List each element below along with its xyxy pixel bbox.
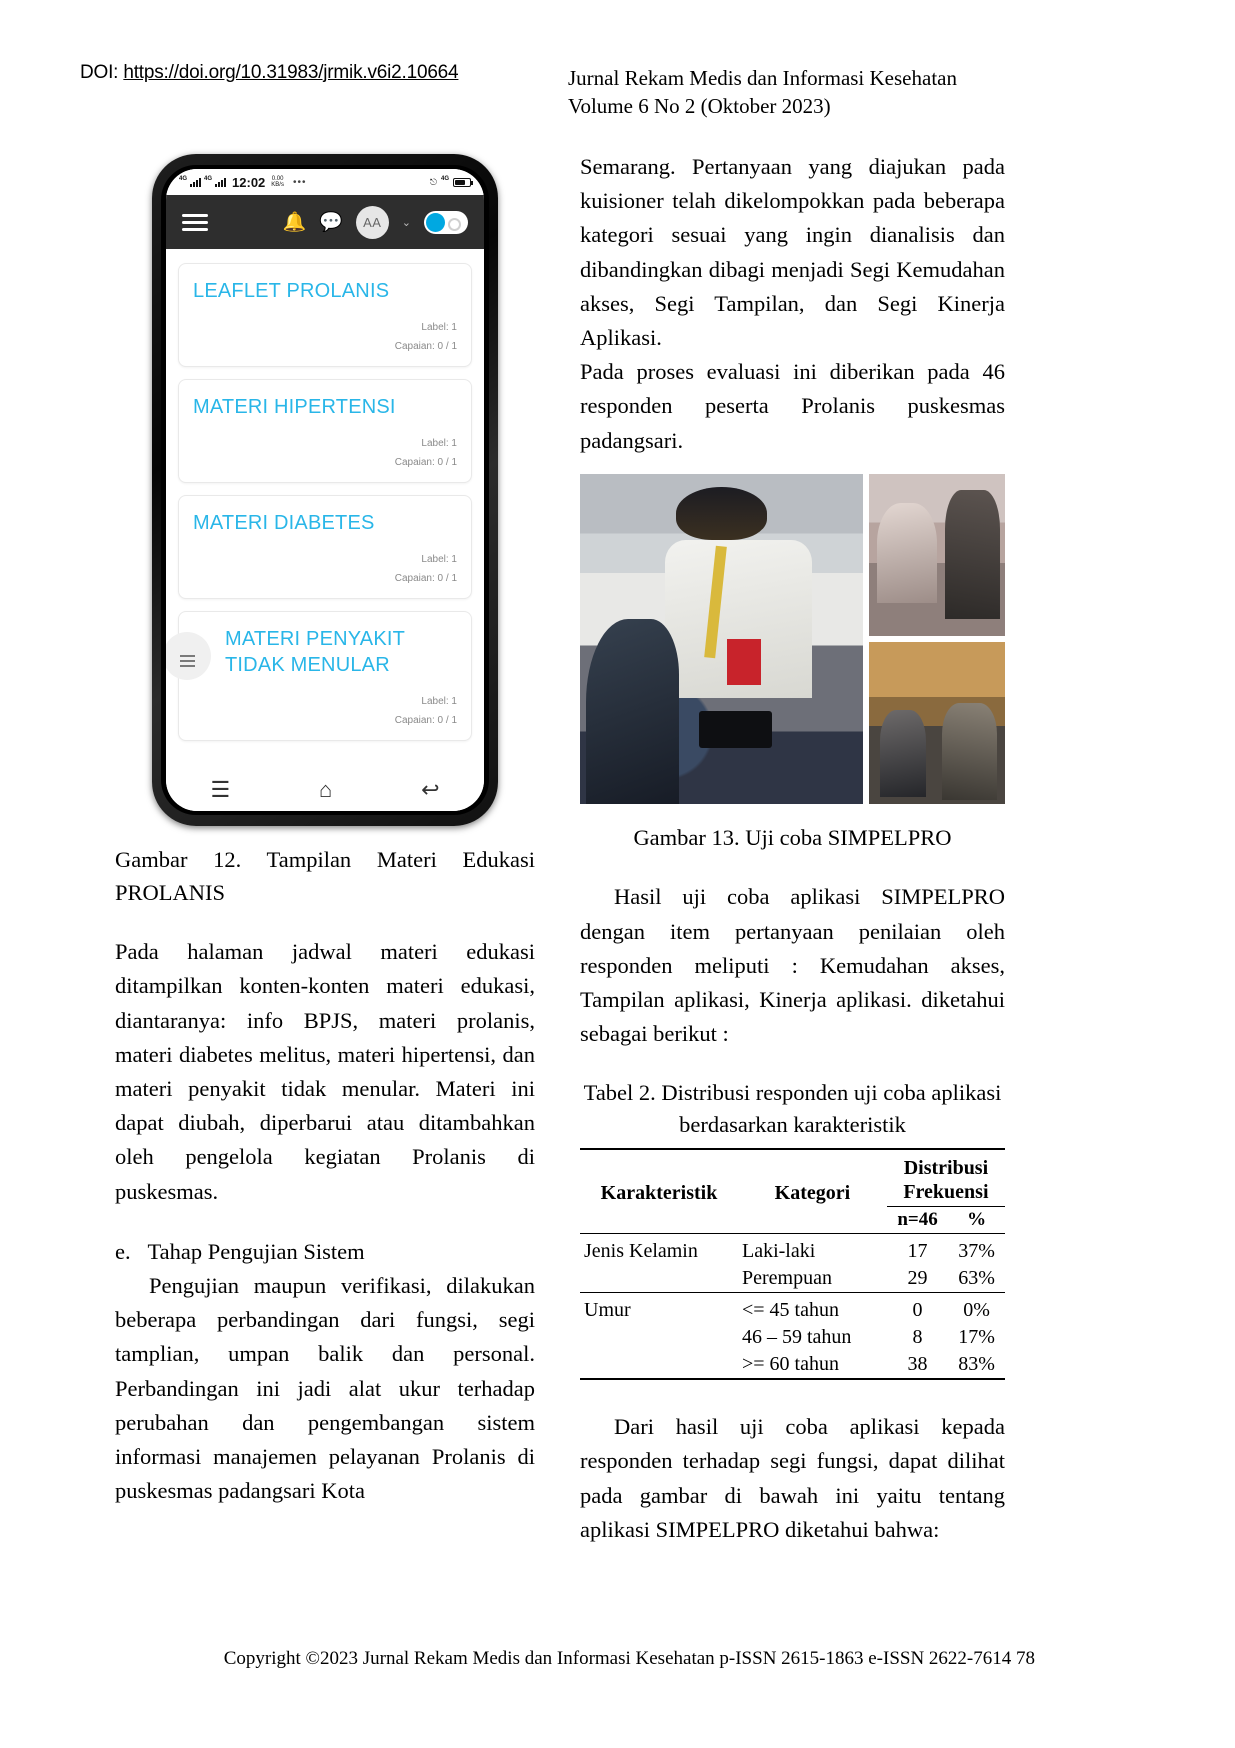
left-paragraph-2: Pengujian maupun verifikasi, dilakukan beberapa perbandingan dari fungsi, segi tamplian, umpan balik dan personal. Perbandingan ini jadi alat ukur terhadap perubahan dan pengembangan sistem informasi manajemen pelayanan Prolanis di puskesmas padangsari Kota <box>115 1272 535 1504</box>
battery-icon <box>453 178 471 187</box>
right-column <box>580 150 1005 1547</box>
status-more-dots: ••• <box>292 176 307 188</box>
card-title: LEAFLET PROLANIS <box>193 280 390 302</box>
photo-side-column <box>869 474 1005 804</box>
cell-karakteristik <box>580 1351 738 1379</box>
list-item[interactable] <box>178 263 472 367</box>
table-row <box>580 1351 1005 1379</box>
status-time: 12:02 <box>232 174 266 190</box>
bell-icon[interactable]: 🔔 <box>282 211 307 233</box>
page-footer <box>0 1648 1235 1670</box>
home-icon[interactable]: ⌂ <box>319 777 333 802</box>
phone-bezel <box>161 165 489 815</box>
list-lines-icon <box>166 632 211 680</box>
network-4g-label-2: 4G <box>204 176 213 182</box>
status-data-rate <box>271 176 284 189</box>
hamburger-menu-icon[interactable] <box>182 210 208 235</box>
list-item[interactable] <box>178 611 472 741</box>
section-heading-e <box>115 1235 535 1269</box>
table-2-caption: Tabel 2. Distribusi responden uji coba aplikasi berdasarkan karakteristik <box>583 1080 1002 1137</box>
cell-kategori: <= 45 tahun <box>742 1299 839 1322</box>
cell-kategori: Laki-laki <box>742 1240 816 1263</box>
status-right <box>430 177 471 188</box>
heading-e-marker: e. <box>115 1238 131 1264</box>
figure-12-phone-mockup <box>152 154 498 826</box>
figure-13-caption: Gambar 13. Uji coba SIMPELPRO <box>633 824 952 850</box>
card-title: MATERI PENYAKIT TIDAK MENULAR <box>225 628 405 676</box>
android-nav-bar <box>166 769 484 811</box>
cell-kategori: >= 60 tahun <box>742 1353 839 1376</box>
cell-n: 0 <box>912 1299 923 1322</box>
table-row <box>580 1265 1005 1293</box>
table-row <box>580 1238 1005 1265</box>
network-4g-label-1: 4G <box>179 176 188 182</box>
th-frekuensi: Frekuensi <box>903 1181 989 1204</box>
phone-screen <box>166 169 484 811</box>
card-meta <box>225 692 457 730</box>
card-capaian: Capaian: 0 / 1 <box>394 573 457 584</box>
back-icon[interactable]: ↩ <box>421 777 440 802</box>
photo-shape-red <box>727 639 761 685</box>
card-title: MATERI HIPERTENSI <box>193 396 396 418</box>
th-kategori: Kategori <box>774 1182 851 1205</box>
th-distribusi: Distribusi <box>903 1157 989 1180</box>
table-row <box>580 1297 1005 1324</box>
figure-12-caption: Gambar 12. Tampilan Materi Edukasi PROLANIS <box>115 847 535 905</box>
cell-karakteristik: Umur <box>584 1299 631 1322</box>
card-capaian: Capaian: 0 / 1 <box>394 457 457 468</box>
card-capaian: Capaian: 0 / 1 <box>394 341 457 352</box>
aa-avatar-icon[interactable]: AA <box>356 206 389 239</box>
right-paragraph-1: Semarang. Pertanyaan yang diajukan pada kuisioner telah dikelompokkan pada beberapa kategori sesuai yang ingin dianalisis dan dibandingkan dibagi menjadi Segi Kemudahan akses, Segi Tampilan, dan Segi Kinerja Aplikasi. <box>580 154 1005 350</box>
footer-copyright: Copyright ©2023 Jurnal Rekam Medis dan Informasi Kesehatan p-ISSN 2615-1863 e-ISSN 2622-7614 <box>223 1648 1012 1669</box>
signal-bars-icon-2 <box>215 178 226 187</box>
card-label: Label: 1 <box>421 438 457 449</box>
page-header <box>0 62 1235 122</box>
signal-bars-icon-1 <box>190 178 201 187</box>
cell-pct: 17% <box>958 1326 995 1349</box>
phone-frame <box>152 154 498 826</box>
footer-page-number: 78 <box>1016 1648 1035 1669</box>
card-meta <box>193 550 457 588</box>
cell-pct: 83% <box>958 1353 995 1376</box>
theme-toggle-switch[interactable] <box>424 211 468 234</box>
cell-kategori: 46 – 59 tahun <box>742 1326 852 1349</box>
th-karakteristik: Karakteristik <box>600 1182 718 1205</box>
journal-info <box>568 64 957 121</box>
left-paragraph-1: Pada halaman jadwal materi edukasi ditampilkan konten-konten materi edukasi, diantaranya: info BPJS, materi prolanis, materi diabetes melitus, materi hipertensi, dan materi penyakit tidak menular. Materi ini dapat diubah, diperbarui atau ditambahkan oleh pengelola kegiatan Prolanis di puskesmas. <box>115 939 535 1204</box>
card-label: Label: 1 <box>421 322 457 333</box>
app-bar-actions <box>282 206 468 239</box>
cell-n: 17 <box>907 1240 928 1263</box>
app-top-bar <box>166 195 484 249</box>
th-distribusi-frekuensi <box>887 1154 1005 1207</box>
photo-top-right <box>869 474 1005 636</box>
materi-card-list <box>166 249 484 769</box>
cell-kategori: Perempuan <box>742 1267 832 1290</box>
list-item[interactable] <box>178 495 472 599</box>
cell-karakteristik: Jenis Kelamin <box>584 1240 698 1263</box>
photo-main <box>580 474 863 804</box>
card-capaian: Capaian: 0 / 1 <box>394 715 457 726</box>
left-column <box>115 150 535 1508</box>
th-pct: % <box>948 1207 1005 1234</box>
cell-pct: 37% <box>958 1240 995 1263</box>
status-left <box>179 175 306 190</box>
photo-bottom-right <box>869 642 1005 804</box>
doi-link[interactable]: https://doi.org/10.31983/jrmik.v6i2.10664 <box>123 62 459 83</box>
card-title: MATERI DIABETES <box>193 512 375 534</box>
right-paragraph-2: Pada proses evaluasi ini diberikan pada 46 responden peserta Prolanis puskesmas padangsari. <box>580 359 1005 453</box>
heading-e-text: Tahap Pengujian Sistem <box>147 1238 365 1264</box>
journal-title: Jurnal Rekam Medis dan Informasi Kesehatan <box>568 66 957 90</box>
card-meta <box>193 318 457 356</box>
cell-karakteristik <box>580 1265 738 1293</box>
card-label: Label: 1 <box>421 696 457 707</box>
card-label: Label: 1 <box>421 554 457 565</box>
right-paragraph-3: Hasil uji coba aplikasi SIMPELPRO dengan item pertanyaan penilaian oleh responden meliputi : Kemudahan akses, Tampilan aplikasi, Kinerja aplikasi. diketahui sebagai berikut : <box>580 884 1005 1047</box>
cell-pct: 63% <box>958 1267 995 1290</box>
data-rate-value: 0.00 <box>271 175 284 182</box>
recents-icon[interactable]: ☰ <box>210 777 231 802</box>
chevron-down-icon[interactable]: ⌄ <box>401 216 411 229</box>
table-2 <box>580 1148 1005 1384</box>
doi-label: DOI: <box>80 62 124 83</box>
journal-volume: Volume 6 No 2 (Oktober 2023) <box>568 94 831 119</box>
card-meta <box>193 434 457 472</box>
network-4g-label-3: 4G <box>440 176 449 182</box>
cell-n: 38 <box>907 1353 928 1376</box>
cell-n: 29 <box>907 1267 928 1290</box>
photo-shape-tablet <box>699 711 773 747</box>
th-n: n=46 <box>887 1207 948 1234</box>
data-rate-unit: KB/s <box>271 182 284 188</box>
figure-13-photo-collage <box>580 474 1005 804</box>
chat-bubble-icon[interactable]: 💬 <box>319 211 343 233</box>
table-header-row <box>580 1154 1005 1207</box>
cell-pct: 0% <box>963 1299 990 1322</box>
alarm-off-icon: ⎋ <box>429 176 437 187</box>
table-row <box>580 1324 1005 1351</box>
list-item[interactable] <box>178 379 472 483</box>
right-paragraph-4: Dari hasil uji coba aplikasi kepada responden terhadap segi fungsi, dapat dilihat pada gambar di bawah ini yaitu tentang aplikasi SIMPELPRO diketahui bahwa: <box>580 1414 1005 1542</box>
cell-n: 8 <box>912 1326 923 1349</box>
cell-karakteristik <box>580 1324 738 1351</box>
phone-status-bar <box>166 169 484 195</box>
doi-line <box>80 62 458 84</box>
